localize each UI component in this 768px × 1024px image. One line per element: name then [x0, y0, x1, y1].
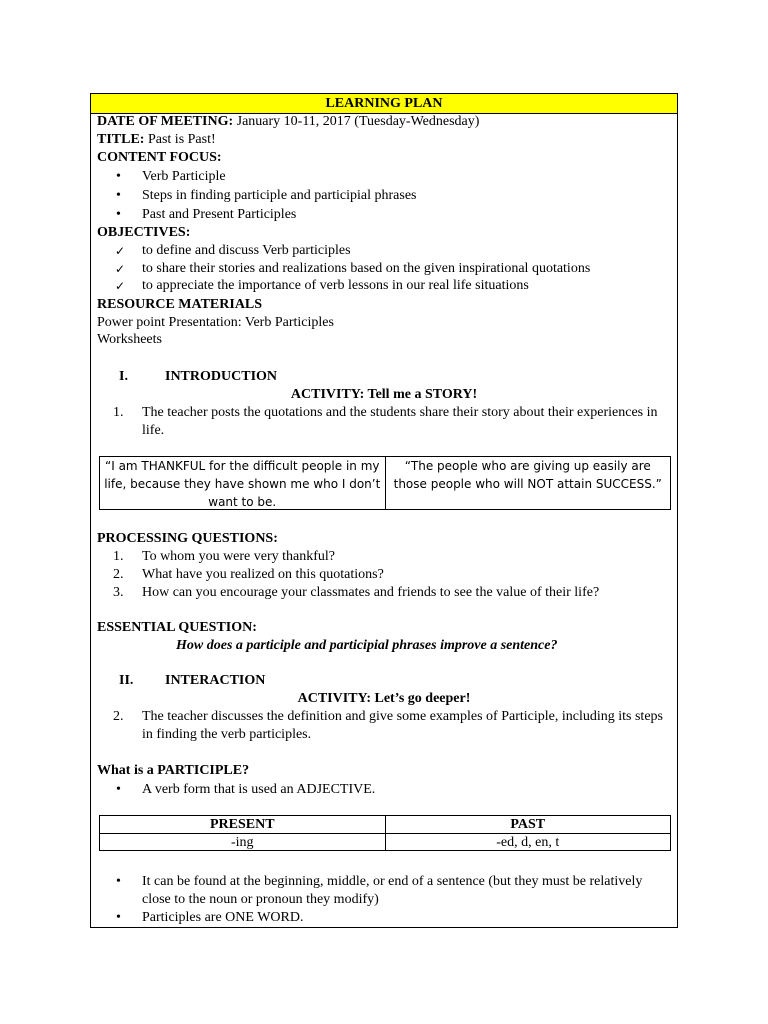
table-cell: -ing — [230, 835, 254, 850]
section-number: I. — [119, 369, 128, 384]
definition-text: A verb form that is used an ADJECTIVE. — [142, 782, 376, 797]
processing-questions-heading: PROCESSING QUESTIONS: — [97, 531, 278, 546]
title-value: Past is Past! — [144, 132, 216, 147]
learning-plan-frame: LEARNING PLAN DATE OF MEETING: January 10-11, 2017 (Tuesday-Wednesday) TITLE: Past is Past! CONTENT FOCUS: • Verb Participle • Steps in finding participle and participial phrases • Past and Present Participles OBJECTIVES: ✓ to define and discuss Verb participles ✓ to share their stories and realizations based on the given inspirational quotations ✓ to appreciate the importance of verb lessons in our real life situations RESOURCE MATERIALS Power point Presentation: Verb Participles Worksheets I. INTRODUCTION ACTIVITY: Tell me a STORY! 1. The teacher posts the quotations and the students share their story about their experiences in life. “I am THANKFUL for the difficult people in my life, because they have shown me who I don’t want to be. “The people who are giving up easily are those people who will NOT attain SUCCESS.” PROCESSING QUESTIONS: 1. To whom you were very thankful? 2. What have you realized on this quotations? 3. How can you encourage your classmates and friends to see the value of their life? ESSENTIAL QUESTION: How does a participle and participial phrases improve a sentence? II. INTERACTION ACTIVITY: Let’s go deeper! 2. The teacher discusses the definition and give some examples of Participle, including its steps in finding the verb participles. What is a PARTICIPLE? • A verb form that is used an ADJECTIVE. PRESENT PAST -ing -ed, d, en, t • It can be found at the beginning, middle, or end of a sentence (but they must be relatively close to the noun or pronoun they modify) • Participles are ONE WORD. — [90, 93, 678, 928]
content-focus-text: Past and Present Participles — [142, 207, 297, 222]
interaction-activity: ACTIVITY: Let’s go deeper! — [297, 691, 471, 706]
step-text: The teacher posts the quotations and the students share their story about their experiences in life. — [142, 405, 658, 438]
date-value: January 10-11, 2017 (Tuesday-Wednesday) — [233, 114, 480, 129]
table-row — [100, 833, 670, 851]
title-label: TITLE: — [97, 132, 145, 147]
bullet-icon: • — [116, 874, 121, 889]
table-header-row — [100, 816, 670, 833]
objectives-heading: OBJECTIVES: — [97, 225, 191, 240]
table-cell: -ed, d, en, t — [385, 834, 671, 851]
participle-heading: What is a PARTICIPLE? — [97, 763, 250, 778]
bullet-icon: • — [116, 910, 121, 925]
content-focus-heading: CONTENT FOCUS: — [97, 150, 222, 165]
intro-step — [97, 404, 671, 440]
participle-table — [99, 815, 671, 851]
content-focus-text: Verb Participle — [142, 169, 226, 184]
resource-item: Worksheets — [97, 332, 162, 347]
section-number: II. — [119, 673, 134, 688]
quote-cell: “The people who are giving up easily are those people who will NOT attain SUCCESS.” — [385, 457, 671, 509]
date-label: DATE OF MEETING: — [97, 114, 234, 129]
objective-text: to define and discuss Verb participles — [142, 243, 351, 258]
resource-materials-heading: RESOURCE MATERIALS — [97, 297, 263, 312]
step-number: 2. — [113, 709, 124, 724]
table-header: PRESENT — [209, 817, 275, 832]
table-header: PAST — [385, 816, 671, 833]
bullet-icon: • — [116, 169, 121, 184]
step-text: The teacher discusses the definition and give some examples of Participle, including its steps in finding the verb participles. — [142, 709, 663, 742]
step-number: 1. — [113, 405, 124, 420]
checkmark-icon: ✓ — [115, 279, 126, 293]
checkmark-icon: ✓ — [115, 262, 126, 276]
question-text: How can you encourage your classmates and friends to see the value of their life? — [142, 585, 600, 600]
question-text: To whom you were very thankful? — [142, 549, 336, 564]
objective-text: to appreciate the importance of verb lessons in our real life situations — [142, 278, 529, 293]
section-title: INTERACTION — [165, 673, 266, 688]
question-text: What have you realized on this quotations? — [142, 567, 384, 582]
section-title: INTRODUCTION — [165, 369, 278, 384]
quotes-table — [99, 456, 671, 510]
note-text: Participles are ONE WORD. — [142, 910, 304, 925]
note-text: It can be found at the beginning, middle, or end of a sentence (but they must be relatively close to the noun or pronoun they modify) — [142, 874, 643, 907]
bullet-icon: • — [116, 782, 121, 797]
checkmark-icon: ✓ — [115, 244, 126, 258]
bullet-icon: • — [116, 188, 121, 203]
content-focus-text: Steps in finding participle and participial phrases — [142, 188, 417, 203]
objective-text: to share their stories and realizations based on the given inspirational quotations — [142, 261, 591, 276]
interaction-step — [97, 708, 671, 744]
lesson-title — [97, 131, 671, 149]
intro-activity: ACTIVITY: Tell me a STORY! — [290, 387, 478, 402]
learning-plan-header: LEARNING PLAN — [91, 94, 677, 114]
participle-note — [97, 873, 671, 909]
date-of-meeting — [97, 113, 671, 131]
resource-item: Power point Presentation: Verb Participles — [97, 315, 334, 330]
essential-question: How does a participle and participial phrases improve a sentence? — [176, 638, 558, 653]
bullet-icon: • — [116, 207, 121, 222]
quote-cell: “I am THANKFUL for the difficult people in my life, because they have shown me who I don’t want to be. — [104, 459, 381, 509]
essential-question-heading: ESSENTIAL QUESTION: — [97, 620, 257, 635]
